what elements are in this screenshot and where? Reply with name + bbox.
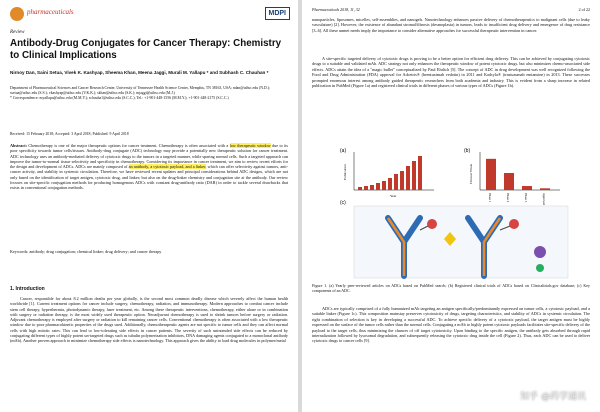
- journal-logo-icon: [10, 7, 24, 21]
- section-heading: 1. Introduction: [10, 286, 45, 292]
- page-number: 2 of 22: [578, 7, 590, 12]
- panel-b-label: (b): [464, 148, 471, 154]
- chart-a-bar: [394, 174, 398, 190]
- abstract-text-3: which can offer selectivity against tumors, anti-cancer activity, and stability in systemic circulation. Therefore, we have reviewed recent updates and principal considerations behind ADC designs, which are not only based on the identification of target antigen, cytotoxic drug, and linker; but also on the drug-linker chemistry and conjugation site at the antibody. Our review focuses on site-specific conjugation methods for producing homogenous ADCs with constant drug-antibody ratio (DAR) in order to tackle several drawbacks that exists in conventional conjugation methods.: [10, 164, 288, 191]
- correspondence: * Correspondence: myallapu@uthsc.edu (M.M.Y.); schauha1@uthsc.edu (S.C.C.); Tel.: +1-901-448-1556 (M.M.Y.); +1-901-448-2175 (S.C.C.): [10, 95, 229, 100]
- chart-a-bar: [370, 185, 374, 190]
- highlight-adc-components: an antibody, a cytotoxic payload, and a linker,: [128, 164, 207, 170]
- chart-b-bar: [504, 173, 514, 190]
- panel-c-label: (c): [340, 200, 346, 206]
- chart-a-bar: [388, 178, 392, 190]
- abstract-label: Abstract:: [10, 143, 27, 148]
- watermark: 知乎 @药学通讯: [520, 392, 586, 402]
- panel-a-label: (a): [340, 148, 347, 154]
- right-page: [302, 0, 600, 412]
- body-paragraph: nanoparticles, liposomes, micelles, self-assemblies, and nanogels. Nanotechnology enhances passive delivery of chemotherapeutics to malignant cells (due to leaky vasculature) [2]. However, the existence of abundant stromal/fibrosis (desmoplasia) in tumors, leads to insufficient drug delivery and emergence of drug resistance [3–6]. All these unmet needs imply the importance to consider alternative approaches for successful therapeutic intervention in cancer.: [312, 17, 590, 33]
- keywords: Keywords: antibody; drug conjugation; chemical linker; drug delivery; and cancer therapy: [10, 249, 162, 254]
- figure-caption: Figure 1. (a) Yearly peer-reviewed articles on ADCs based on PubMed search; (b) Registered clinical trials of ADCs based on Clinicaltrials.gov database; (c) Key components of an ADC.: [312, 283, 590, 293]
- drug-molecule-icon: [534, 246, 546, 258]
- figure-1: [324, 144, 578, 279]
- payload-icon: [509, 219, 519, 229]
- chart-a-bar: [418, 156, 422, 190]
- chart-b-bar: [486, 159, 496, 190]
- affiliation-block: [10, 86, 288, 100]
- chart-b-bar: [540, 188, 550, 190]
- introduction-text: Cancer, responsible for about 8.2 million deaths per year globally, is the second most common deadly disease which severely affect the human health worldwide [1]. Current treatment options for cancer include surgery, chemotherapy, radiation, and immunotherapy. Modern approaches to combat cancer include stem cell therapy, hyperthermia, photodynamic therapy, laser treatment, etc. Among these therapeutic interventions, chemotherapy, either alone or in combination with surgery or radiation therapy, is the most widely used therapeutic option. Neoadjuvant chemotherapy is used to shrink tumors before surgery or radiation. Adjuvant chemotherapy is employed after surgery or radiation to kill remaining cancer cells. Conventional chemotherapy is often associated with a low therapeutic window due to poor pharmacokinetic properties of the drugs used. Additionally, chemotherapeutic agents are not specific to tumor cells and they can affect normal cells with high mitotic rates. This can lead to low-tolerating side effects in cancer patients. The severity of such unintended side effects can be reduced by conjugating different types of highly potent un-targeted drugs such as tubulin polymerization inhibitors, DNA damaging agents conjugated to a monoclonal antibody (mAb). Another proven approach to minimize chemotherapy side effects is nanotechnology. This approach gives the ability to load drug molecules in polymer/metal: [10, 296, 288, 344]
- chart-a-bar: [412, 161, 416, 190]
- chart-a-xlabel: Year: [390, 194, 397, 198]
- abstract: [10, 143, 288, 191]
- chart-b-tick-label: Phase 1: [488, 193, 492, 203]
- affiliation: Department of Pharmaceutical Sciences and Cancer Research Center, University of Tennessee Health Science Center, Memphis, TN 38163, USA; ndan@uthsc.edu (N.D.); ssetua@uthsc.edu (S.S.); vkashyap@uthsc.edu (V.K.K.); skhan@uthsc.edu (S.K.); mjaggi@uthsc.edu (M.J.): [10, 86, 271, 95]
- chart-a-bar: [376, 183, 380, 190]
- payload-icon: [427, 219, 437, 229]
- chart-a-ylabel: Publication: [343, 164, 347, 180]
- left-page: [0, 0, 298, 412]
- abstract-text-2: due to its poor specificity towards tumor cells/tissues. Antibody-drug conjugate (ADC) technology may provide a potentially new therapeutic solution for cancer treatment. ADC technology uses an antibody-mediated delivery of cytotoxic drugs to the tumors in a targeted manner, while sparing normal cells. Such a targeted approach can improve the tumor-to-normal tissue selectivity and specificity in chemotherapy. Considering its importance in cancer treatment, we aim to review recent efforts for the design and development of ADCs. ADCs are mainly composed of: [10, 143, 289, 170]
- publication-dates: Received: 15 February 2018; Accepted: 3 April 2018; Published: 9 April 2018: [10, 132, 129, 136]
- running-head: Pharmaceuticals 2018, 11, 32: [312, 7, 360, 12]
- chart-b-tick-label: Phase 2: [506, 193, 510, 203]
- chart-a-publications: [343, 152, 434, 198]
- chart-a-bar: [364, 186, 368, 190]
- chart-a-bar: [400, 171, 404, 190]
- journal-header: [10, 7, 290, 21]
- chart-b-tick-label: Approved: [542, 193, 546, 205]
- chart-a-bar: [406, 166, 410, 190]
- chart-a-bar: [358, 187, 362, 190]
- figure-1-graphic: [324, 144, 578, 279]
- adc-schematic: [354, 206, 568, 278]
- body-paragraph: A site-specific targeted delivery of cytotoxic drugs is proving to be a better option for efficient drug delivery. This can be achieved by conjugating cytotoxic drugs to a suitable and validated mAb. ADC strategy not only enhances the therapeutic window of potent cytotoxic drugs, but also minimizes chemo-associated side effects. ADCs attain the idea of a "magic bullet" conceptualized by Paul Ehrlich [5]. The concept of ADC in drug development was well recognized following the Food and Drug Administration (FDA) approval for Adcetris® (brentuximab vedotin) in 2011 and Kadcyla® (trastuzumab emtansine) in 2013. These successes prompted enormous interest among antibody guided therapeutic researchers from both academia and industry. This is evident from a sharp increase in related publication in PubMed (Figure 1a) and registered clinical trials in different phases of various types of ADCs (Figure 1b).: [312, 56, 590, 89]
- paper-title: Antibody-Drug Conjugates for Cancer Therapy: Chemistry to Clinical Implications: [10, 38, 282, 61]
- abstract-text-1: Chemotherapy is one of the major therapeutic options for cancer treatment. Chemotherapy is often associated with a: [28, 143, 229, 148]
- chart-b-ylabel: Clinical Trials: [469, 164, 473, 184]
- chart-b-trials: [469, 152, 560, 205]
- chart-a-bar: [382, 181, 386, 190]
- highlight-therapeutic-window: low therapeutic window: [229, 143, 271, 148]
- publisher-logo: MDPI: [265, 7, 291, 20]
- drug-molecule-icon: [536, 264, 544, 272]
- chart-b-bar: [522, 186, 532, 190]
- author-list: Nirnoy Dan, Saini Setua, Vivek K. Kashyap, Sheema Khan, Meena Jaggi, Murali M. Yallapu * and Subhash C. Chauhan *: [10, 70, 269, 75]
- body-paragraph: ADCs are typically comprised of a fully humanized mAb targeting an antigen specifically/predominantly expressed on tumor cells, a cytotoxic payload, and a suitable linker (Figure 1c). This composition mainstay preserves cytotoxicity of drugs, targeting characteristics, and stability of ADCs in systemic circulation. The right combination of selection is key in developing a successful ADC. To achieve specific delivery of a cytotoxic payload, the target antigen must be highly expressed on the surface of the tumor cells rather than the normal cells. Conjugating a mAb to highly potent cytotoxic payloads facilitates site-specific delivery of the payload to the target cells, thus minimizing the chances of off target cytotoxicity. Upon binding to the specific antigen, the antibody gets absorbed through rapid internalization followed by lysosomal degradation, and subsequently releasing the cytotoxic drug inside the cell (Figure 2). Thus, each ADC can be used to deliver cytotoxic drugs to cancer cells [9].: [312, 306, 590, 344]
- chart-b-tick-label: Phase 3: [524, 193, 528, 203]
- journal-name: pharmaceuticals: [27, 8, 74, 16]
- article-type: Review: [10, 30, 25, 35]
